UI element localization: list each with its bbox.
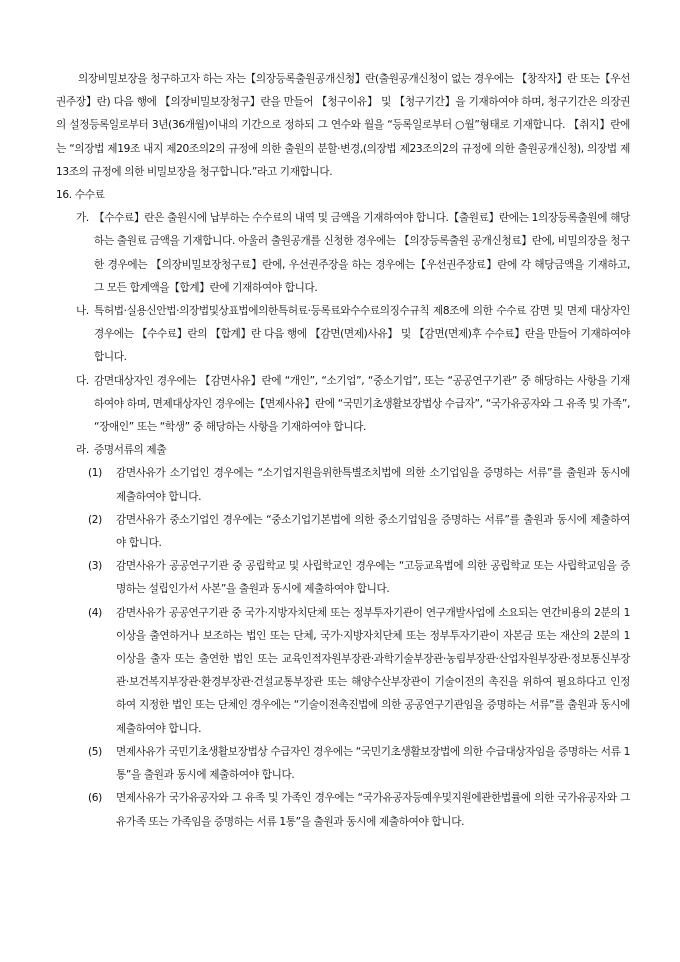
evidence-item-5: [56, 741, 630, 787]
document-body: [56, 68, 630, 834]
subitem-text: 면제사유가 국민기초생활보장법상 수급자인 경우에는 “국민기초생활보장법에 의한 수급대상자임을 증명하는 서류 1통”을 출원과 동시에 제출하여야 합니다.: [116, 745, 630, 782]
subitem-label: (1): [88, 467, 102, 480]
subitem-label: (6): [88, 792, 102, 805]
item-label: 가.: [76, 212, 89, 225]
section-16-item-ga: [56, 207, 630, 300]
subitem-label: (2): [88, 513, 102, 526]
evidence-item-2: [56, 509, 630, 555]
subitem-text: 면제사유가 국가유공자와 그 유족 및 가족인 경우에는 “국가유공자등예우및지원에관한법률에 의한 국가유공자와 그 유가족 또는 가족임을 증명하는 서류 1통”을 출원과 동시에 제출하여야 합니다.: [116, 792, 630, 828]
section-16-heading: 16. 수수료: [56, 189, 105, 202]
item-label: 라.: [76, 444, 89, 457]
evidence-item-3: [56, 555, 630, 601]
section-16-item-na: [56, 300, 630, 370]
evidence-item-6: [56, 787, 630, 833]
subitem-text: 감면사유가 중소기업인 경우에는 “중소기업기본법에 의한 중소기업임을 증명하는 서류”를 출원과 동시에 제출하여야 합니다.: [116, 513, 630, 550]
subitem-text: 감면사유가 공공연구기관 중 국가·지방자치단체 또는 정부투자기관이 연구개발사업에 소요되는 연간비용의 2분의 1 이상을 출연하거나 보조하는 법인 또는 단체, 국가·지방자치단체 또는 정부투자기관이 자본금 또는 재산의 2분의 1 이상을 출자 또는 출연한 법인 또는 교육인적자원부장관·과학기술부장관·농림부장관·산업자원부장관·정보통신부장관·보건복지부장관·환경부장관·건설교통부장관 또는 해양수산부장관이 기술이전의 촉진을 위하여 필요하다고 인정하여 지정한 법인 또는 단체인 경우에는 “기술이전촉진법에 의한 공공연구기관임을 증명하는 서류”를 출원과 동시에 제출하여야 합니다.: [116, 606, 630, 735]
subitem-label: (5): [88, 745, 102, 758]
section-16-item-ra: [56, 439, 630, 462]
item-text: 증명서류의 제출: [94, 444, 167, 457]
intro-paragraph: 의장비밀보장을 청구하고자 하는 자는【의장등록출원공개신청】란(출원공개신청이 없는 경우에는 【창작자】란 또는【우선권주장】란) 다음 행에 【의장비밀보장청구】란을 만들어 【청구이유】 및 【청구기간】을 기재하여야 하며, 청구기간은 의장권의 설정등록일로부터 3년(36개월)이내의 기간으로 정하되 그 연수와 월을 “등록일로부터 ○월”형태로 기재합니다. 【취지】란에는 “의장법 제19조 내지 제20조의2의 규정에 의한 출원의 분할·변경,(의장법 제23조의2의 규정에 의한 출원공개신청), 의장법 제13조의 규정에 의한 비밀보장을 청구합니다.”라고 기재합니다.: [56, 73, 630, 178]
subitem-text: 감면사유가 공공연구기관 중 공립학교 및 사립학교인 경우에는 “고등교육법에 의한 공립학교 또는 사립학교임을 증명하는 설립인가서 사본”을 출원과 동시에 제출하여야 합니다.: [116, 560, 630, 596]
subitem-label: (4): [88, 606, 102, 619]
subitem-text: 감면사유가 소기업인 경우에는 “소기업지원을위한특별조치법에 의한 소기업임을 증명하는 서류”를 출원과 동시에 제출하여야 합니다.: [116, 467, 630, 503]
item-label: 나.: [76, 305, 89, 318]
item-text: 감면대상자인 경우에는 【감면사유】란에 “개인”, “소기업”, “중소기업”, 또는 “공공연구기관” 중 해당하는 사항을 기재하여야 하며, 면제대상자인 경우에는【면제사유】란에 “국민기초생활보장법상 수급자”, “국가유공자와 그 유족 및 가족”, “장애인” 또는 “학생” 중 해당하는 사항을 기재하여야 합니다.: [94, 374, 630, 434]
subitem-label: (3): [88, 560, 102, 573]
section-16-item-da: [56, 370, 630, 440]
item-text: 특허법·실용신안법·의장법및상표법에의한특허료·등록료와수수료의징수규칙 제8조에 의한 수수료 감면 및 면제 대상자인 경우에는 【수수료】란의 【합계】란 다음 행에 【감면(면제)사유】 및 【감면(면제)후 수수료】란을 만들어 기재하여야 합니다.: [94, 305, 630, 364]
evidence-item-4: [56, 602, 630, 741]
item-text: 【수수료】란은 출원시에 납부하는 수수료의 내역 및 금액을 기재하여야 합니다.【출원료】란에는 1의장등록출원에 해당하는 출원료 금액을 기재합니다. 아울러 출원공개를 신청한 경우에는 【의장등록출원 공개신청료】란에, 비밀의장을 청구한 경우에는 【의장비밀보장청구료】란에, 우선권주장을 하는 경우에는【우선권주장료】란에 각 해당금액을 기재하고, 그 모든 합계액을【합계】란에 기재하여야 합니다.: [94, 212, 630, 294]
evidence-item-1: [56, 462, 630, 508]
item-label: 다.: [76, 374, 89, 387]
